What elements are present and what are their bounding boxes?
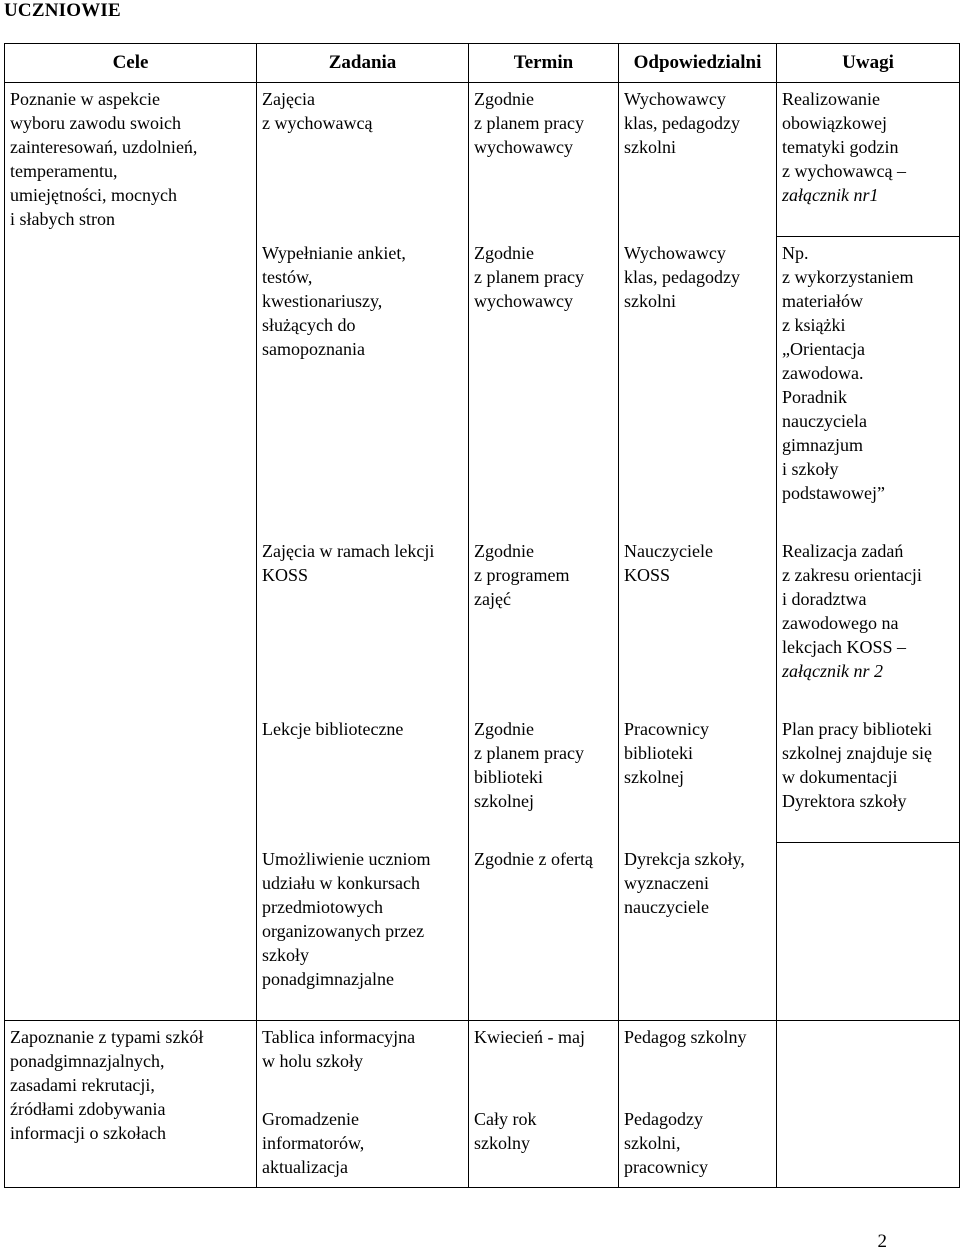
task-cell (257, 1021, 469, 1103)
header-goals: Cele (5, 44, 257, 83)
table-header-row (5, 44, 960, 83)
notes-cell (777, 535, 960, 713)
term-text: Zgodnie z ofertą (474, 848, 593, 869)
notes-cell (777, 83, 960, 237)
task-text: Zajęcia z wychowawcą (262, 89, 373, 133)
term-cell (469, 843, 619, 1021)
task-cell (257, 713, 469, 843)
term-text: Zgodnie z planem pracy wychowawcy (474, 242, 584, 311)
notes-text: Realizowanie obowiązkowej tematyki godzin z wychowawcą – (782, 89, 906, 181)
task-cell (257, 83, 469, 237)
term-text: Kwiecień - maj (474, 1027, 585, 1047)
section-title: UCZNIOWIE (4, 0, 121, 21)
term-cell (469, 237, 619, 535)
header-tasks: Zadania (257, 44, 469, 83)
header-notes: Uwagi (777, 44, 960, 83)
task-text: Lekcje biblioteczne (262, 718, 404, 739)
responsible-text: Pedagog szkolny (624, 1027, 747, 1047)
task-text: Zajęcia w ramach lekcji KOSS (262, 540, 435, 585)
term-cell (469, 1103, 619, 1188)
table-row (5, 1021, 960, 1103)
term-text: Zgodnie z programem zajęć (474, 540, 570, 609)
page-number: 2 (877, 1231, 887, 1252)
task-cell (257, 843, 469, 1021)
task-text: Wypełnianie ankiet, testów, kwestionariuszy, służących do samopoznania (262, 242, 406, 359)
responsible-cell (619, 1021, 777, 1103)
table-row (5, 83, 960, 237)
term-cell (469, 713, 619, 843)
responsible-text: Dyrekcja szkoły, wyznaczeni nauczyciele (624, 848, 745, 917)
notes-cell (777, 843, 960, 1021)
responsible-cell (619, 713, 777, 843)
term-text: Zgodnie z planem pracy biblioteki szkolnej (474, 718, 584, 811)
goal-text: Poznanie w aspekcie wyboru zawodu swoich zainteresowań, uzdolnień, temperamentu, umiejętności, mocnych i słabych stron (10, 89, 198, 229)
notes-attachment: załącznik nr 2 (782, 660, 883, 681)
term-text: Cały rok szkolny (474, 1108, 537, 1153)
term-text: Zgodnie z planem pracy wychowawcy (474, 89, 584, 157)
responsible-text: Pedagodzy szkolni, pracownicy (624, 1108, 708, 1177)
term-cell (469, 1021, 619, 1103)
notes-text: Plan pracy biblioteki szkolnej znajduje się w dokumentacji Dyrektora szkoły (782, 718, 932, 811)
term-cell (469, 535, 619, 713)
header-term: Termin (469, 44, 619, 83)
responsible-text: Wychowawcy klas, pedagodzy szkolni (624, 89, 740, 157)
responsible-cell (619, 535, 777, 713)
term-cell (469, 83, 619, 237)
responsible-cell (619, 843, 777, 1021)
career-plan-table (4, 43, 960, 1188)
goal-text: Zapoznanie z typami szkół ponadgimnazjalnych, zasadami rekrutacji, źródłami zdobywania informacji o szkołach (10, 1027, 204, 1143)
task-cell (257, 1103, 469, 1188)
notes-text: Np. z wykorzystaniem materiałów z książki „Orientacja zawodowa. Poradnik nauczyciela gimnazjum i szkoły podstawowej” (782, 243, 914, 503)
responsible-text: Wychowawcy klas, pedagodzy szkolni (624, 242, 740, 311)
responsible-text: Pracownicy biblioteki szkolnej (624, 718, 709, 787)
responsible-cell (619, 83, 777, 237)
task-text: Tablica informacyjna w holu szkoły (262, 1027, 416, 1071)
task-text: Umożliwienie uczniom udziału w konkursach przedmiotowych organizowanych przez szkoły ponadgimnazjalne (262, 848, 431, 989)
notes-cell (777, 1021, 960, 1188)
task-cell (257, 237, 469, 535)
responsible-cell (619, 237, 777, 535)
responsible-text: Nauczyciele KOSS (624, 540, 713, 585)
responsible-cell (619, 1103, 777, 1188)
notes-cell (777, 713, 960, 843)
notes-cell (777, 237, 960, 535)
notes-text: Realizacja zadań z zakresu orientacji i doradztwa zawodowego na lekcjach KOSS – (782, 540, 922, 657)
header-responsible: Odpowiedzialni (619, 44, 777, 83)
notes-attachment: załącznik nr1 (782, 185, 879, 205)
task-text: Gromadzenie informatorów, aktualizacja (262, 1108, 365, 1177)
goal-cell (5, 1021, 257, 1188)
goal-cell (5, 83, 257, 1021)
task-cell (257, 535, 469, 713)
